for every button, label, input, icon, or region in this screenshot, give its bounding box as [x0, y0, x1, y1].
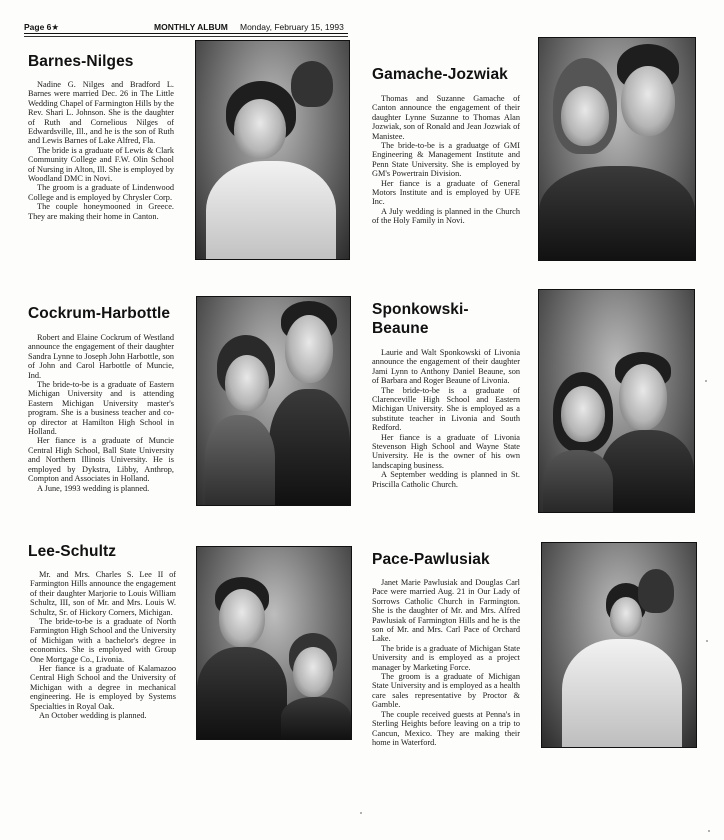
- paragraph: The couple received guests at Penna's in Sterling Heights before leaving on a trip to Cancun, Mexico. They are making their home in Waterford.: [372, 709, 520, 747]
- paragraph: The groom is a graduate of Michigan State University and is employed as a health care sales representative by Proctor & Gamble.: [372, 672, 520, 710]
- paragraph: The bride-to-be is a graduate of Eastern Michigan University and is attending Eastern Michigan University master's program. She is a business teacher and co-op director at Hamilton High School in Holland.: [28, 380, 174, 437]
- paragraph: Her fiance is a graduate of Muncie Central High School, Ball State University and Northern Illinois University. He is employed by Dykstra, Libby, Anthrop, Compton and Associates in Holland.: [28, 436, 174, 484]
- page-number: Page 6★: [24, 22, 60, 32]
- paragraph: Nadine G. Nilges and Bradford L. Barnes were married Dec. 26 in The Little Wedding Chapel of Farmington Hills by the Rev. Shari L. Johnson. She is the daughter of Ruth and Cornelious Nilges of Edwardsville, Ill., and he is the son of Ruth and Lewis Barnes of Lake Alfred, Fla.: [28, 80, 174, 146]
- paragraph: A July wedding is planned in the Church of the Holy Family in Novi.: [372, 206, 520, 226]
- paragraph: The bride is a graduate of Michigan State University and is employed as a project manager by Marketing Force.: [372, 643, 520, 672]
- paragraph: Her fiance is a graduate of Livonia Stevenson High School and Wayne State University. He is the owner of his own landscaping business.: [372, 432, 520, 470]
- announcement-body-cockrum-harbottle: [28, 333, 174, 493]
- announcement-body-gamache-jozwiak: [372, 94, 520, 226]
- scan-speck: [706, 640, 708, 642]
- announcement-title-gamache-jozwiak: Gamache-Jozwiak: [372, 66, 508, 83]
- paragraph: Laurie and Walt Sponkowski of Livonia announce the engagement of their daughter Jami Lynn to Anthony Daniel Beaune, son of Barbara and Roger Beaune of Livonia.: [372, 348, 520, 386]
- paragraph: Mr. and Mrs. Charles S. Lee II of Farmington Hills announce the engagement of their daughter Marjorie to Louis William Schultz, III, son of Mr. and Mrs. Louis W. Schultz, Sr. of Hickory Corners, Michigan.: [30, 570, 176, 617]
- paragraph: A June, 1993 wedding is planned.: [37, 483, 150, 493]
- paragraph: The bride-to-be is a graduatge of GMI Engineering & Management Institute and Penn State University. She is employed by GM's Powertrain Division.: [372, 141, 520, 179]
- paragraph: A September wedding is planned in St. Priscilla Catholic Church.: [372, 470, 520, 489]
- paragraph: The bride is a graduate of Lewis & Clark Community College and F.W. Olin School of Nursing in Alton, Ill. She is employed by Woodland DMC in Novi.: [28, 145, 174, 184]
- scan-speck: [708, 830, 710, 832]
- paragraph: The bride-to-be is a graduate of North Farmington High School and the University of Michigan with a bachelor's degree in economics. She is employed with Group One Mortgage Co., Livonia.: [30, 617, 176, 664]
- paragraph: An October wedding is planned.: [39, 711, 147, 721]
- paragraph: The groom is a graduate of Lindenwood College and is employed by Chrysler Corp.: [28, 183, 174, 202]
- couple-photo-gamache-jozwiak: [538, 37, 696, 261]
- header-rule: [24, 33, 348, 34]
- couple-photo-barnes-nilges: [195, 40, 350, 260]
- paragraph: Thomas and Suzanne Gamache of Canton announce the engagement of their daughter Lynne Suzanne to Thomas Alan Jozwiak, son of Ronald and Jean Jozwiak of Manistee.: [372, 94, 520, 141]
- announcement-title-barnes-nilges: Barnes-Nilges: [28, 53, 134, 70]
- announcement-body-pace-pawlusiak: [372, 578, 520, 747]
- paragraph: Janet Marie Pawlusiak and Douglas Carl Pace were married Aug. 21 in Our Lady of Sorrows Catholic Church in Farmington. She is the daughter of Mr. and Mrs. Alfred Pawlusiak of Farmington Hills and he is the son of Mr. and Mrs. Carl Pace of Orchard Lake.: [372, 578, 520, 644]
- couple-photo-sponkowski-beaune: [538, 289, 695, 513]
- section-name: MONTHLY ALBUM: [154, 22, 228, 32]
- announcement-body-lee-schultz: [30, 570, 176, 721]
- paragraph: Her fiance is a graduate of General Motors Institute and is employed by UFE Inc.: [372, 178, 520, 207]
- paragraph: The couple honeymooned in Greece. They are making their home in Canton.: [28, 202, 174, 221]
- couple-photo-cockrum-harbottle: [196, 296, 351, 506]
- header-rule-thin: [24, 36, 348, 37]
- paragraph: Her fiance is a graduate of Kalamazoo Central High School and the University of Michigan with a degree in mechanical engineering. He is employed by Systems Specialties in Royal Oak.: [30, 664, 176, 711]
- publication-date: Monday, February 15, 1993: [240, 22, 344, 32]
- couple-photo-pace-pawlusiak: [541, 542, 697, 748]
- announcement-title-lee-schultz: Lee-Schultz: [28, 543, 117, 560]
- paragraph: The bride-to-be is a graduate of Clarenceville High School and Eastern Michigan University. She is employed as a substitute teacher in Livonia and South Redford.: [372, 385, 520, 433]
- announcement-title-sponkowski-beaune: Sponkowski-Beaune: [372, 301, 469, 337]
- scan-speck: [705, 380, 707, 382]
- scan-speck: [360, 812, 362, 814]
- announcement-title-pace-pawlusiak: Pace-Pawlusiak: [372, 551, 490, 568]
- paragraph: Robert and Elaine Cockrum of Westland announce the engagement of their daughter Sandra Lynne to Joseph John Harbottle, son of John and Carol Harbottle of Muncie, Ind.: [28, 333, 174, 380]
- announcement-body-barnes-nilges: [28, 80, 174, 221]
- announcement-title-cockrum-harbottle: Cockrum-Harbottle: [28, 305, 171, 322]
- couple-photo-lee-schultz: [196, 546, 352, 740]
- announcement-body-sponkowski-beaune: [372, 348, 520, 489]
